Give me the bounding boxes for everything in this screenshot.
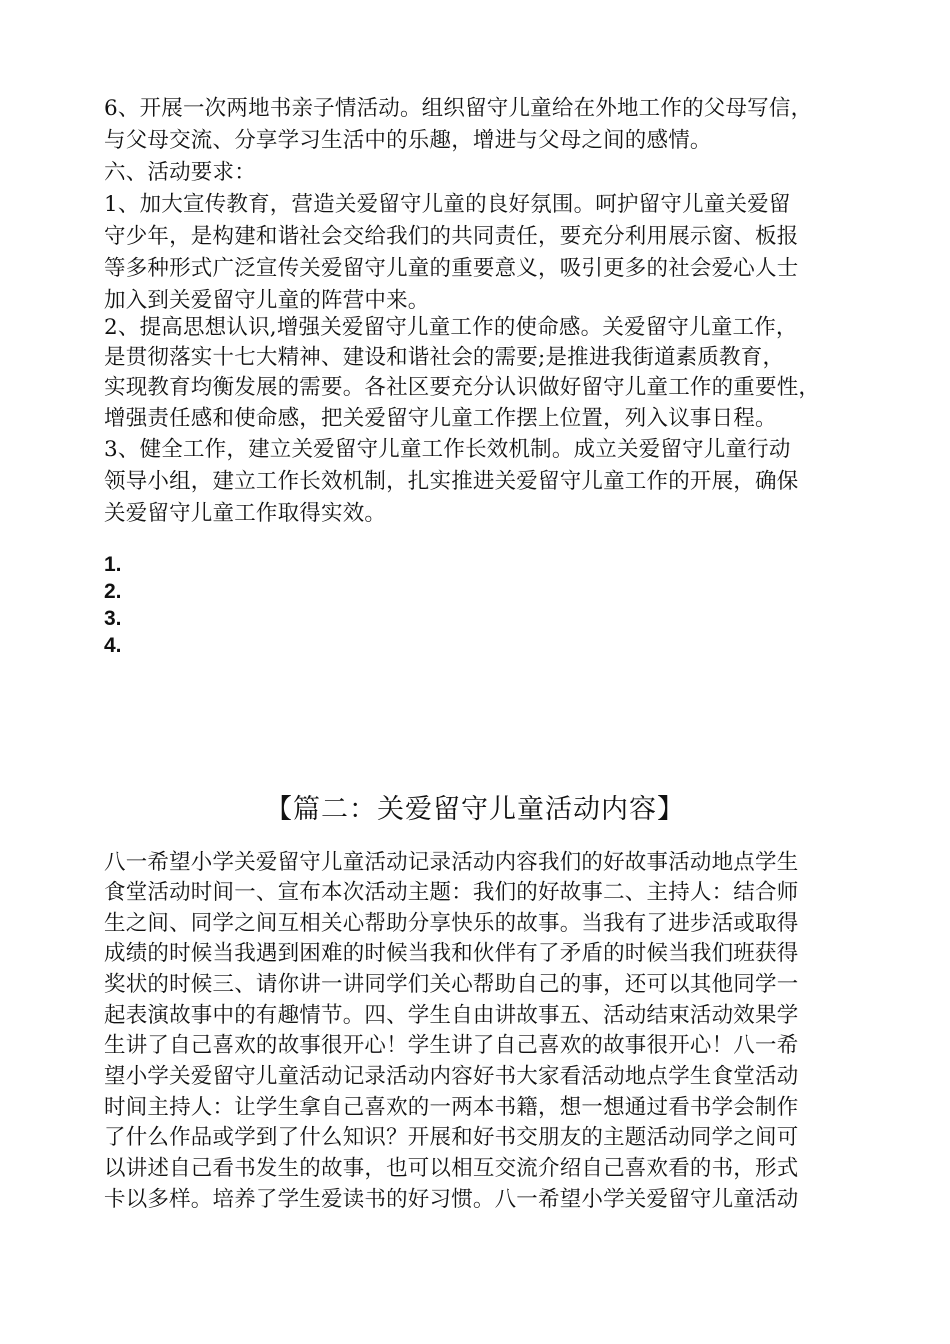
body-line: 6、开展一次两地书亲子情活动。组织留守儿童给在外地工作的父母写信， (104, 96, 813, 121)
body-line: 以讲述自己看书发生的故事，也可以相互交流介绍自己喜欢看的书，形式 (104, 1156, 799, 1181)
body-line: 成绩的时候当我遇到困难的时候当我和伙伴有了矛盾的时候当我们班获得 (104, 941, 799, 966)
body-line: 与父母交流、分享学习生活中的乐趣，增进与父母之间的感情。 (104, 128, 712, 153)
body-line: 奖状的时候三、请你讲一讲同学们关心帮助自己的事，还可以其他同学一 (104, 972, 799, 997)
body-line: 3、健全工作，建立关爱留守儿童工作长效机制。成立关爱留守儿童行动 (104, 437, 791, 462)
body-line: 望小学关爱留守儿童活动记录活动内容好书大家看活动地点学生食堂活动 (104, 1064, 799, 1089)
body-line: 了什么作品或学到了什么知识？开展和好书交朋友的主题活动同学之间可 (104, 1125, 799, 1150)
body-line: 时间主持人：让学生拿自己喜欢的一两本书籍，想一想通过看书学会制作 (104, 1095, 799, 1120)
numbered-list-item: 1. (104, 553, 122, 576)
body-line: 等多种形式广泛宣传关爱留守儿童的重要意义，吸引更多的社会爱心人士 (104, 256, 799, 281)
body-line: 守少年，是构建和谐社会交给我们的共同责任，要充分利用展示窗、板报 (104, 224, 799, 249)
body-line: 生讲了自己喜欢的故事很开心！学生讲了自己喜欢的故事很开心！八一希 (104, 1033, 799, 1058)
section-subheading: 六、活动要求： (104, 160, 256, 185)
body-line: 关爱留守儿童工作取得实效。 (104, 501, 387, 526)
body-line: 是贯彻落实十七大精神、建设和谐社会的需要;是推进我街道素质教育， (104, 345, 785, 370)
numbered-list-item: 2. (104, 580, 122, 603)
numbered-list-item: 4. (104, 634, 122, 657)
numbered-list-item: 3. (104, 607, 122, 630)
body-line: 起表演故事中的有趣情节。四、学生自由讲故事五、活动结束活动效果学 (104, 1003, 799, 1028)
body-line: 领导小组，建立工作长效机制，扎实推进关爱留守儿童工作的开展，确保 (104, 469, 799, 494)
body-line: 增强责任感和使命感，把关爱留守儿童工作摆上位置，列入议事日程。 (104, 406, 777, 431)
body-line: 实现教育均衡发展的需要。各社区要充分认识做好留守儿童工作的重要性， (104, 375, 821, 400)
body-line: 卡以多样。培养了学生爱读书的好习惯。八一希望小学关爱留守儿童活动 (104, 1187, 799, 1212)
body-line: 食堂活动时间一、宣布本次活动主题：我们的好故事二、主持人：结合师 (104, 880, 799, 905)
body-line: 1、加大宣传教育，营造关爱留守儿童的良好氛围。呵护留守儿童关爱留 (104, 192, 791, 217)
body-line: 2、提高思想认识,增强关爱留守儿童工作的使命感。关爱留守儿童工作， (104, 315, 798, 340)
body-line: 生之间、同学之间互相关心帮助分享快乐的故事。当我有了进步活或取得 (104, 911, 799, 936)
body-line: 八一希望小学关爱留守儿童活动记录活动内容我们的好故事活动地点学生 (104, 850, 799, 875)
section-heading: 【篇二：关爱留守儿童活动内容】 (265, 794, 685, 825)
body-line: 加入到关爱留守儿童的阵营中来。 (104, 288, 430, 313)
